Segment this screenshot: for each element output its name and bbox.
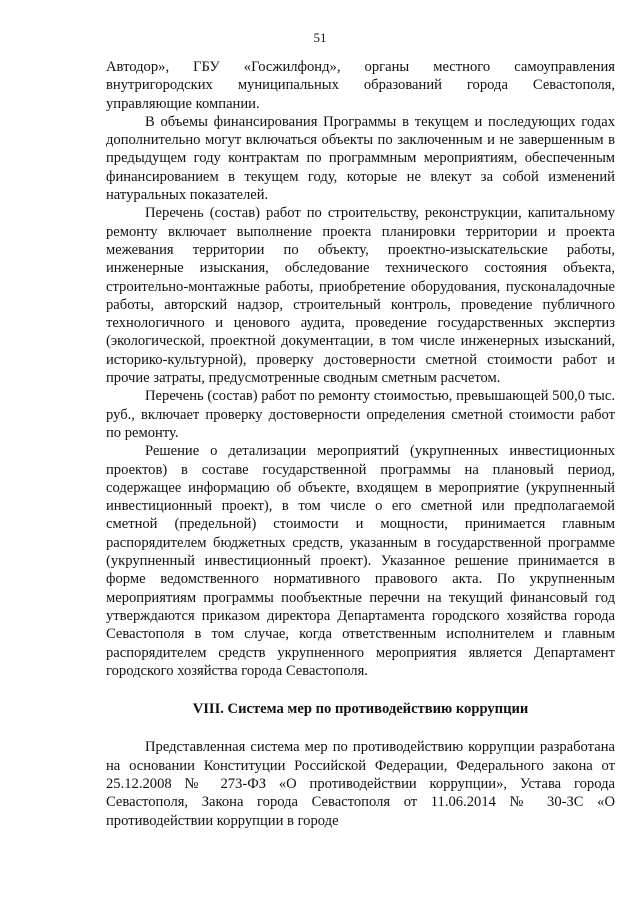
paragraph-construction-works: Перечень (состав) работ по строительству, реконструкции, капитальному ремонту включает выполнение проекта планировки территории и проекта межевания территории по объекту, проектно-изыскательские работы, инженерные изыскания, обследование технического состояния объекта, строительно-монтажные работы, приобретение оборудования, пусконаладочные работы, авторский надзор, строительный контроль, проведение публичного технологичного и ценового аудита, проведение государственных экспертиз (экологической, проектной документации, в том числе инженерных изысканий, историко-культурной), проверку достоверности сметной стоимости работ и прочие затраты, предусмотренные сводным сметным расчетом. bbox=[106, 205, 615, 387]
paragraph-anticorruption: Представленная система мер по противодействию коррупции разработана на основании Конституции Российской Федерации, Федерального закона от 25.12.2008 № 273-ФЗ «О противодействии коррупции», Устава города Севастополя, Закона города Севастополя от 11.06.2014 № 30-ЗС «О противодействии коррупции в городе bbox=[106, 739, 615, 829]
paragraph-detailing-decision: Решение о детализации мероприятий (укрупненных инвестиционных проектов) в составе государственной программы на плановый период, содержащее информацию об объекте, входящем в мероприятие (укрупненный инвестиционный проект), в том числе о его сметной или предполагаемой сметной (предельной) стоимости и мощности, принимается главным распорядителем бюджетных средств, указанным в государственной программе (укрупненный инвестиционный проект). Указанное решение принимается в форме ведомственного нормативного правового акта. По укрупненным мероприятиям программы пообъектные перечни на текущий финансовый год утверждаются приказом директора Департамента городского хозяйства города Севастополя в том случае, когда ответственным исполнителем и главным распорядителем средств укрупненного мероприятия является Департамент городского хозяйства города Севастополя. bbox=[106, 443, 615, 679]
section-heading: VIII. Система мер по противодействию коррупции bbox=[192, 701, 529, 718]
paragraph-repair-works: Перечень (состав) работ по ремонту стоимостью, превышающей 500,0 тыс. руб., включает проверку достоверности определения сметной стоимости работ по ремонту. bbox=[106, 388, 615, 441]
document-body bbox=[106, 58, 615, 830]
page-number: 51 bbox=[313, 30, 327, 45]
paragraph-financing: В объемы финансирования Программы в текущем и последующих годах дополнительно могут включаться объекты по заключенным и не завершенным в предыдущем году контрактам по программным мероприятиям, обеспеченным финансированием в текущем году, которые не влекут за собой изменений натуральных показателей. bbox=[106, 113, 615, 204]
paragraph-continuation: Автодор», ГБУ «Госжилфонд», органы местного самоуправления внутригородских муниципальных образований города Севастополя, управляющие компании. bbox=[106, 59, 615, 112]
